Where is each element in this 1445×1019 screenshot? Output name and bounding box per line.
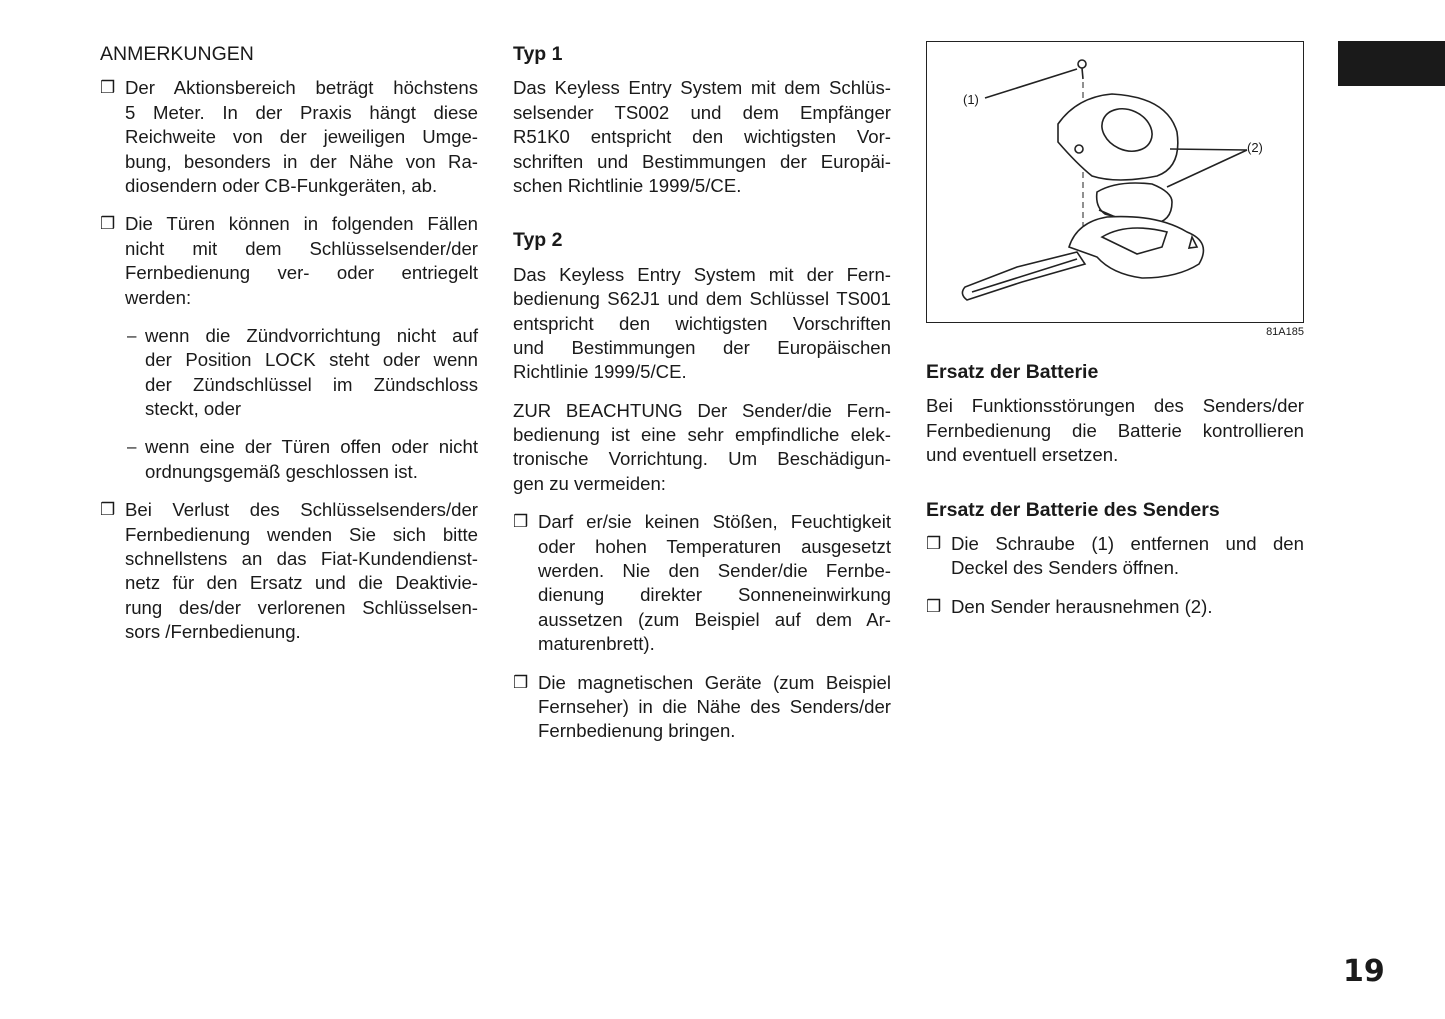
text-line: entspricht den wichtigsten Vorschriften bbox=[513, 312, 891, 334]
paragraph bbox=[513, 399, 891, 497]
text-line: aussetzen (zum Beispiel auf dem Ar- bbox=[538, 608, 891, 630]
text-line: selsender TS002 und dem Empfänger bbox=[513, 101, 891, 123]
bullet-item bbox=[926, 595, 1304, 619]
callout-2: (2) bbox=[1247, 140, 1263, 155]
column-right bbox=[926, 360, 1304, 619]
text-line: Richtlinie 1999/5/CE. bbox=[513, 361, 687, 383]
text-line: tronische Vorrichtung. Um Beschädigun- bbox=[513, 448, 891, 470]
section-tab-marker bbox=[1338, 41, 1445, 86]
text-line: 5 Meter. In der Praxis hängt diese bbox=[125, 101, 478, 123]
bullet-item bbox=[100, 212, 478, 310]
text-line: gen zu vermeiden: bbox=[513, 472, 666, 494]
text-line: Deckel des Senders öffnen. bbox=[951, 557, 1180, 579]
checkbox-bullet-icon: ❒ bbox=[926, 533, 942, 553]
text-line: der Position LOCK steht oder wenn bbox=[145, 349, 478, 371]
figure-code: 81A185 bbox=[1266, 326, 1304, 338]
callout-1: (1) bbox=[963, 92, 979, 107]
text-line: Der Aktionsbereich beträgt höchstens bbox=[125, 77, 478, 99]
checkbox-bullet-icon: ❒ bbox=[513, 672, 529, 692]
text-line: werden: bbox=[125, 286, 192, 308]
text-line: diosendern oder CB-Funkgeräten, ab. bbox=[125, 174, 438, 196]
text-line: Fernbedienung bringen. bbox=[538, 720, 736, 742]
text-line: ordnungsgemäß geschlossen ist. bbox=[145, 460, 418, 482]
text-line: schnellstens an das Fiat-Kundendienst- bbox=[125, 548, 478, 570]
text-line: Fernbedienung wenden Sie sich bitte bbox=[125, 523, 478, 545]
text-line: maturenbrett). bbox=[538, 633, 655, 655]
text-line: Bei Verlust des Schlüsselsenders/der bbox=[125, 499, 478, 521]
text-line: und Bestimmungen der Europäischen bbox=[513, 336, 891, 358]
text-line: Den Sender herausnehmen (2). bbox=[951, 595, 1213, 617]
text-line: werden. Nie den Sender/die Fernbe- bbox=[538, 560, 891, 582]
checkbox-bullet-icon: ❒ bbox=[100, 78, 116, 98]
section-heading bbox=[926, 360, 1304, 384]
text-line: schriften und Bestimmungen der Europäi- bbox=[513, 150, 891, 172]
text-line: sors /Fernbedienung. bbox=[125, 621, 301, 643]
text-line: Typ 2 bbox=[513, 229, 563, 252]
checkbox-bullet-icon: ❒ bbox=[926, 596, 942, 616]
text-line: Darf er/sie keinen Stößen, Feuchtigkeit bbox=[538, 511, 891, 533]
text-line: Fernseher) in die Nähe des Senders/der bbox=[538, 695, 891, 717]
page-number: 19 bbox=[1343, 954, 1385, 989]
bullet-item bbox=[100, 498, 478, 644]
text-line: Fernbedienung die Batterie kontrollieren bbox=[926, 419, 1304, 441]
section-heading bbox=[513, 42, 891, 66]
text-line: steckt, oder bbox=[145, 398, 242, 420]
text-line: Die Türen können in folgenden Fällen bbox=[125, 213, 478, 235]
text-line: bedienung ist eine sehr empfindliche elek- bbox=[513, 424, 891, 446]
text-line: oder hohen Temperaturen ausgesetzt bbox=[538, 535, 891, 557]
key-exploded-illustration bbox=[927, 42, 1303, 322]
text-line: bedienung S62J1 und dem Schlüssel TS001 bbox=[513, 288, 891, 310]
text-line: bung, besonders in der Nähe von Ra- bbox=[125, 150, 478, 172]
checkbox-bullet-icon: ❒ bbox=[100, 500, 116, 520]
column-left bbox=[100, 42, 478, 645]
text-line: ANMERKUNGEN bbox=[100, 43, 254, 65]
text-line: Das Keyless Entry System mit dem Schlüs- bbox=[513, 77, 891, 99]
text-line: wenn eine der Türen offen oder nicht bbox=[145, 436, 478, 458]
text-line: Das Keyless Entry System mit der Fern- bbox=[513, 263, 891, 285]
dash-marker: – bbox=[127, 325, 137, 345]
key-battery-figure bbox=[926, 41, 1304, 323]
text-line: Typ 1 bbox=[513, 43, 563, 65]
text-line: Ersatz der Batterie bbox=[926, 361, 1099, 383]
bullet-item bbox=[513, 510, 891, 656]
text-line: dienung direkter Sonneneinwirkung bbox=[538, 584, 891, 606]
section-heading bbox=[926, 498, 1304, 522]
column-middle bbox=[513, 42, 891, 744]
dash-item bbox=[100, 324, 478, 422]
bullet-item bbox=[513, 671, 891, 744]
text-line: Ersatz der Batterie des Senders bbox=[926, 498, 1220, 521]
text-line: schen Richtlinie 1999/5/CE. bbox=[513, 174, 742, 196]
text-line: der Zündschlüssel im Zündschloss bbox=[145, 373, 478, 395]
text-line: Reichweite von der jeweiligen Umge- bbox=[125, 126, 478, 148]
text-line: netz für den Ersatz und die Deaktivie- bbox=[125, 572, 478, 594]
text-line: ZUR BEACHTUNG Der Sender/die Fern- bbox=[513, 399, 891, 421]
text-line: Die magnetischen Geräte (zum Beispiel bbox=[538, 671, 891, 693]
text-line: Fernbedienung ver- oder entriegelt bbox=[125, 262, 478, 284]
text-line: R51K0 entspricht den wichtigsten Vor- bbox=[513, 126, 891, 148]
checkbox-bullet-icon: ❒ bbox=[100, 214, 116, 234]
text-line: nicht mit dem Schlüsselsender/der bbox=[125, 237, 478, 259]
paragraph bbox=[926, 394, 1304, 467]
text-line: Die Schraube (1) entfernen und den bbox=[951, 532, 1304, 554]
text-line: wenn die Zündvorrichtung nicht auf bbox=[145, 324, 478, 346]
bullet-item bbox=[100, 76, 478, 198]
bullet-item bbox=[926, 532, 1304, 581]
paragraph bbox=[513, 76, 891, 198]
dash-item bbox=[100, 435, 478, 484]
checkbox-bullet-icon: ❒ bbox=[513, 512, 529, 532]
dash-marker: – bbox=[127, 437, 137, 457]
text-line: Bei Funktionsstörungen des Senders/der bbox=[926, 395, 1304, 417]
text-line: und eventuell ersetzen. bbox=[926, 444, 1119, 466]
paragraph bbox=[513, 263, 891, 385]
section-heading bbox=[100, 42, 478, 66]
section-heading bbox=[513, 228, 891, 252]
text-line: rung des/der verlorenen Schlüsselsen- bbox=[125, 596, 478, 618]
